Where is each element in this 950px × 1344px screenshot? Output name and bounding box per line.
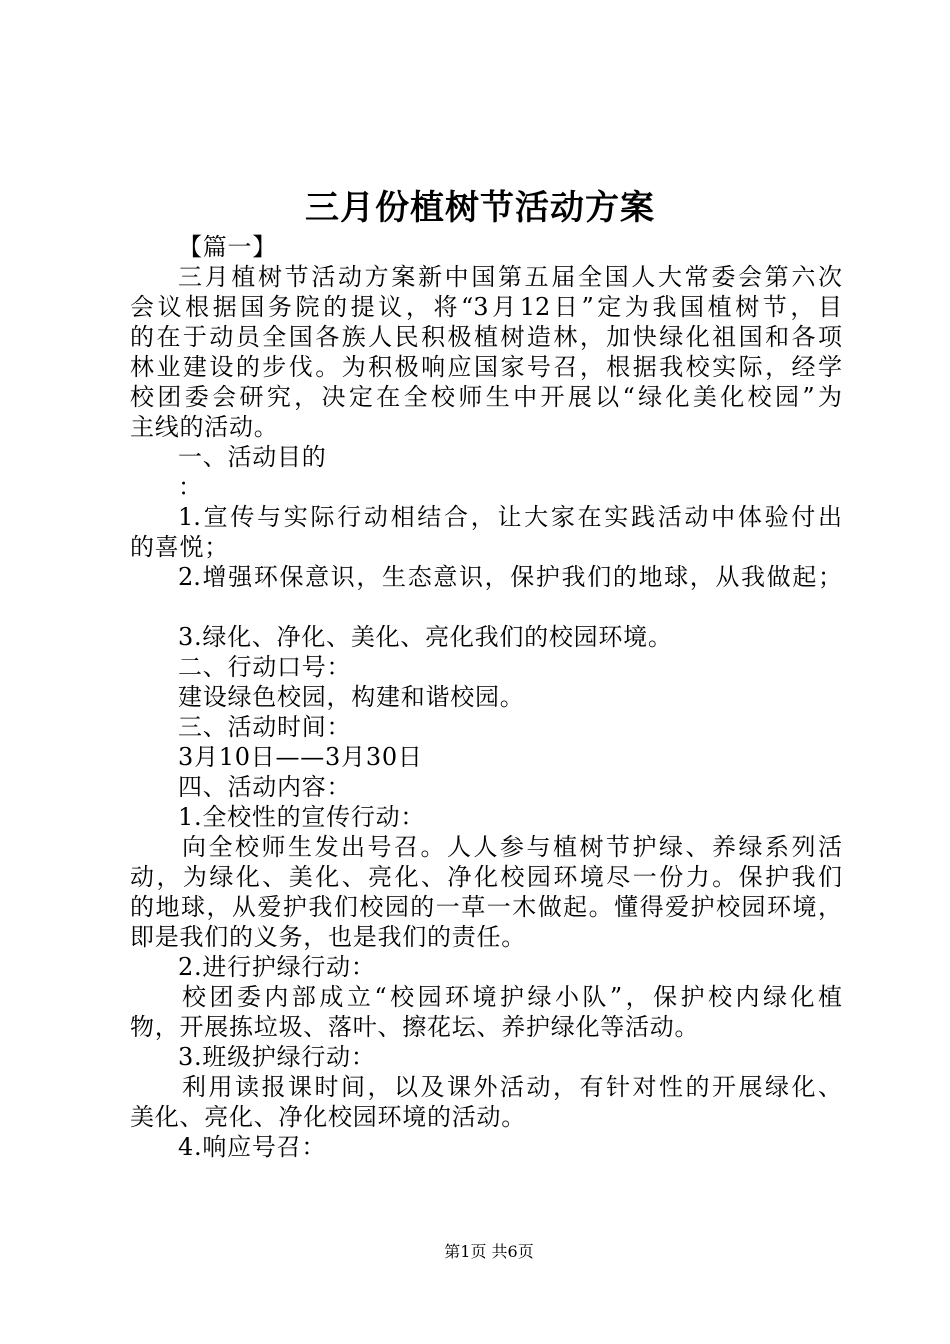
heading-time: 三、活动时间： (178, 713, 352, 741)
paragraph-line: 动，为绿化、美化、亮化、净化校园环境尽一份力。保护我们 (130, 863, 842, 891)
paragraph-line: 会议根据国务院的提议，将“3月12日”定为我国植树节，目 (130, 293, 842, 321)
subheading: 1.全校性的宣传行动： (178, 803, 426, 831)
paragraph-line: 的在于动员全国各族人民积极植树造林，加快绿化祖国和各项 (130, 323, 842, 351)
paragraph-line: 的地球，从爱护我们校园的一草一木做起。懂得爱护校园环境， (130, 893, 842, 921)
list-item: 1.宣传与实际行动相结合，让大家在实践活动中体验付出 (178, 503, 842, 531)
paragraph-line: 物，开展拣垃圾、落叶、擦花坛、养护绿化等活动。 (130, 1013, 700, 1041)
list-item: 3.绿化、净化、美化、亮化我们的校园环境。 (178, 623, 673, 651)
paragraph-line: 向全校师生发出号召。人人参与植树节护绿、养绿系列活 (182, 833, 842, 861)
paragraph-line: 美化、亮化、净化校园环境的活动。 (130, 1103, 526, 1131)
document-body (130, 232, 842, 1162)
subheading: 4.响应号召： (178, 1133, 327, 1161)
paragraph-line: 主线的活动。 (130, 413, 279, 441)
section-label: 【篇一】 (178, 233, 277, 261)
paragraph-line: 即是我们的义务，也是我们的责任。 (130, 923, 526, 951)
document-title: 三月份植树节活动方案 (305, 188, 655, 228)
paragraph-line: 利用读报课时间，以及课外活动，有针对性的开展绿化、 (182, 1073, 842, 1101)
paragraph-line: 校团委会研究，决定在全校师生中开展以“绿化美化校园”为 (130, 383, 842, 411)
paragraph-line: ： (178, 473, 203, 501)
paragraph-line: 三月植树节活动方案新中国第五届全国人大常委会第六次 (178, 263, 842, 291)
blank-line (130, 592, 842, 622)
heading-content: 四、活动内容： (178, 773, 352, 801)
paragraph-line: 建设绿色校园，构建和谐校园。 (178, 683, 525, 711)
paragraph-line: 3月10日——3月30日 (178, 743, 423, 771)
heading-purpose: 一、活动目的 (178, 443, 327, 471)
page-footer: 第1页 共6页 (444, 1242, 534, 1261)
heading-slogan: 二、行动口号： (178, 653, 352, 681)
subheading: 2.进行护绿行动： (178, 953, 376, 981)
paragraph-line: 林业建设的步伐。为积极响应国家号召，根据我校实际，经学 (130, 353, 842, 381)
list-item: 2.增强环保意识，生态意识，保护我们的地球，从我做起； (178, 563, 842, 591)
subheading: 3.班级护绿行动： (178, 1043, 376, 1071)
paragraph-line: 校团委内部成立“校园环境护绿小队”，保护校内绿化植 (182, 983, 842, 1011)
paragraph-line: 的喜悦； (130, 533, 229, 561)
